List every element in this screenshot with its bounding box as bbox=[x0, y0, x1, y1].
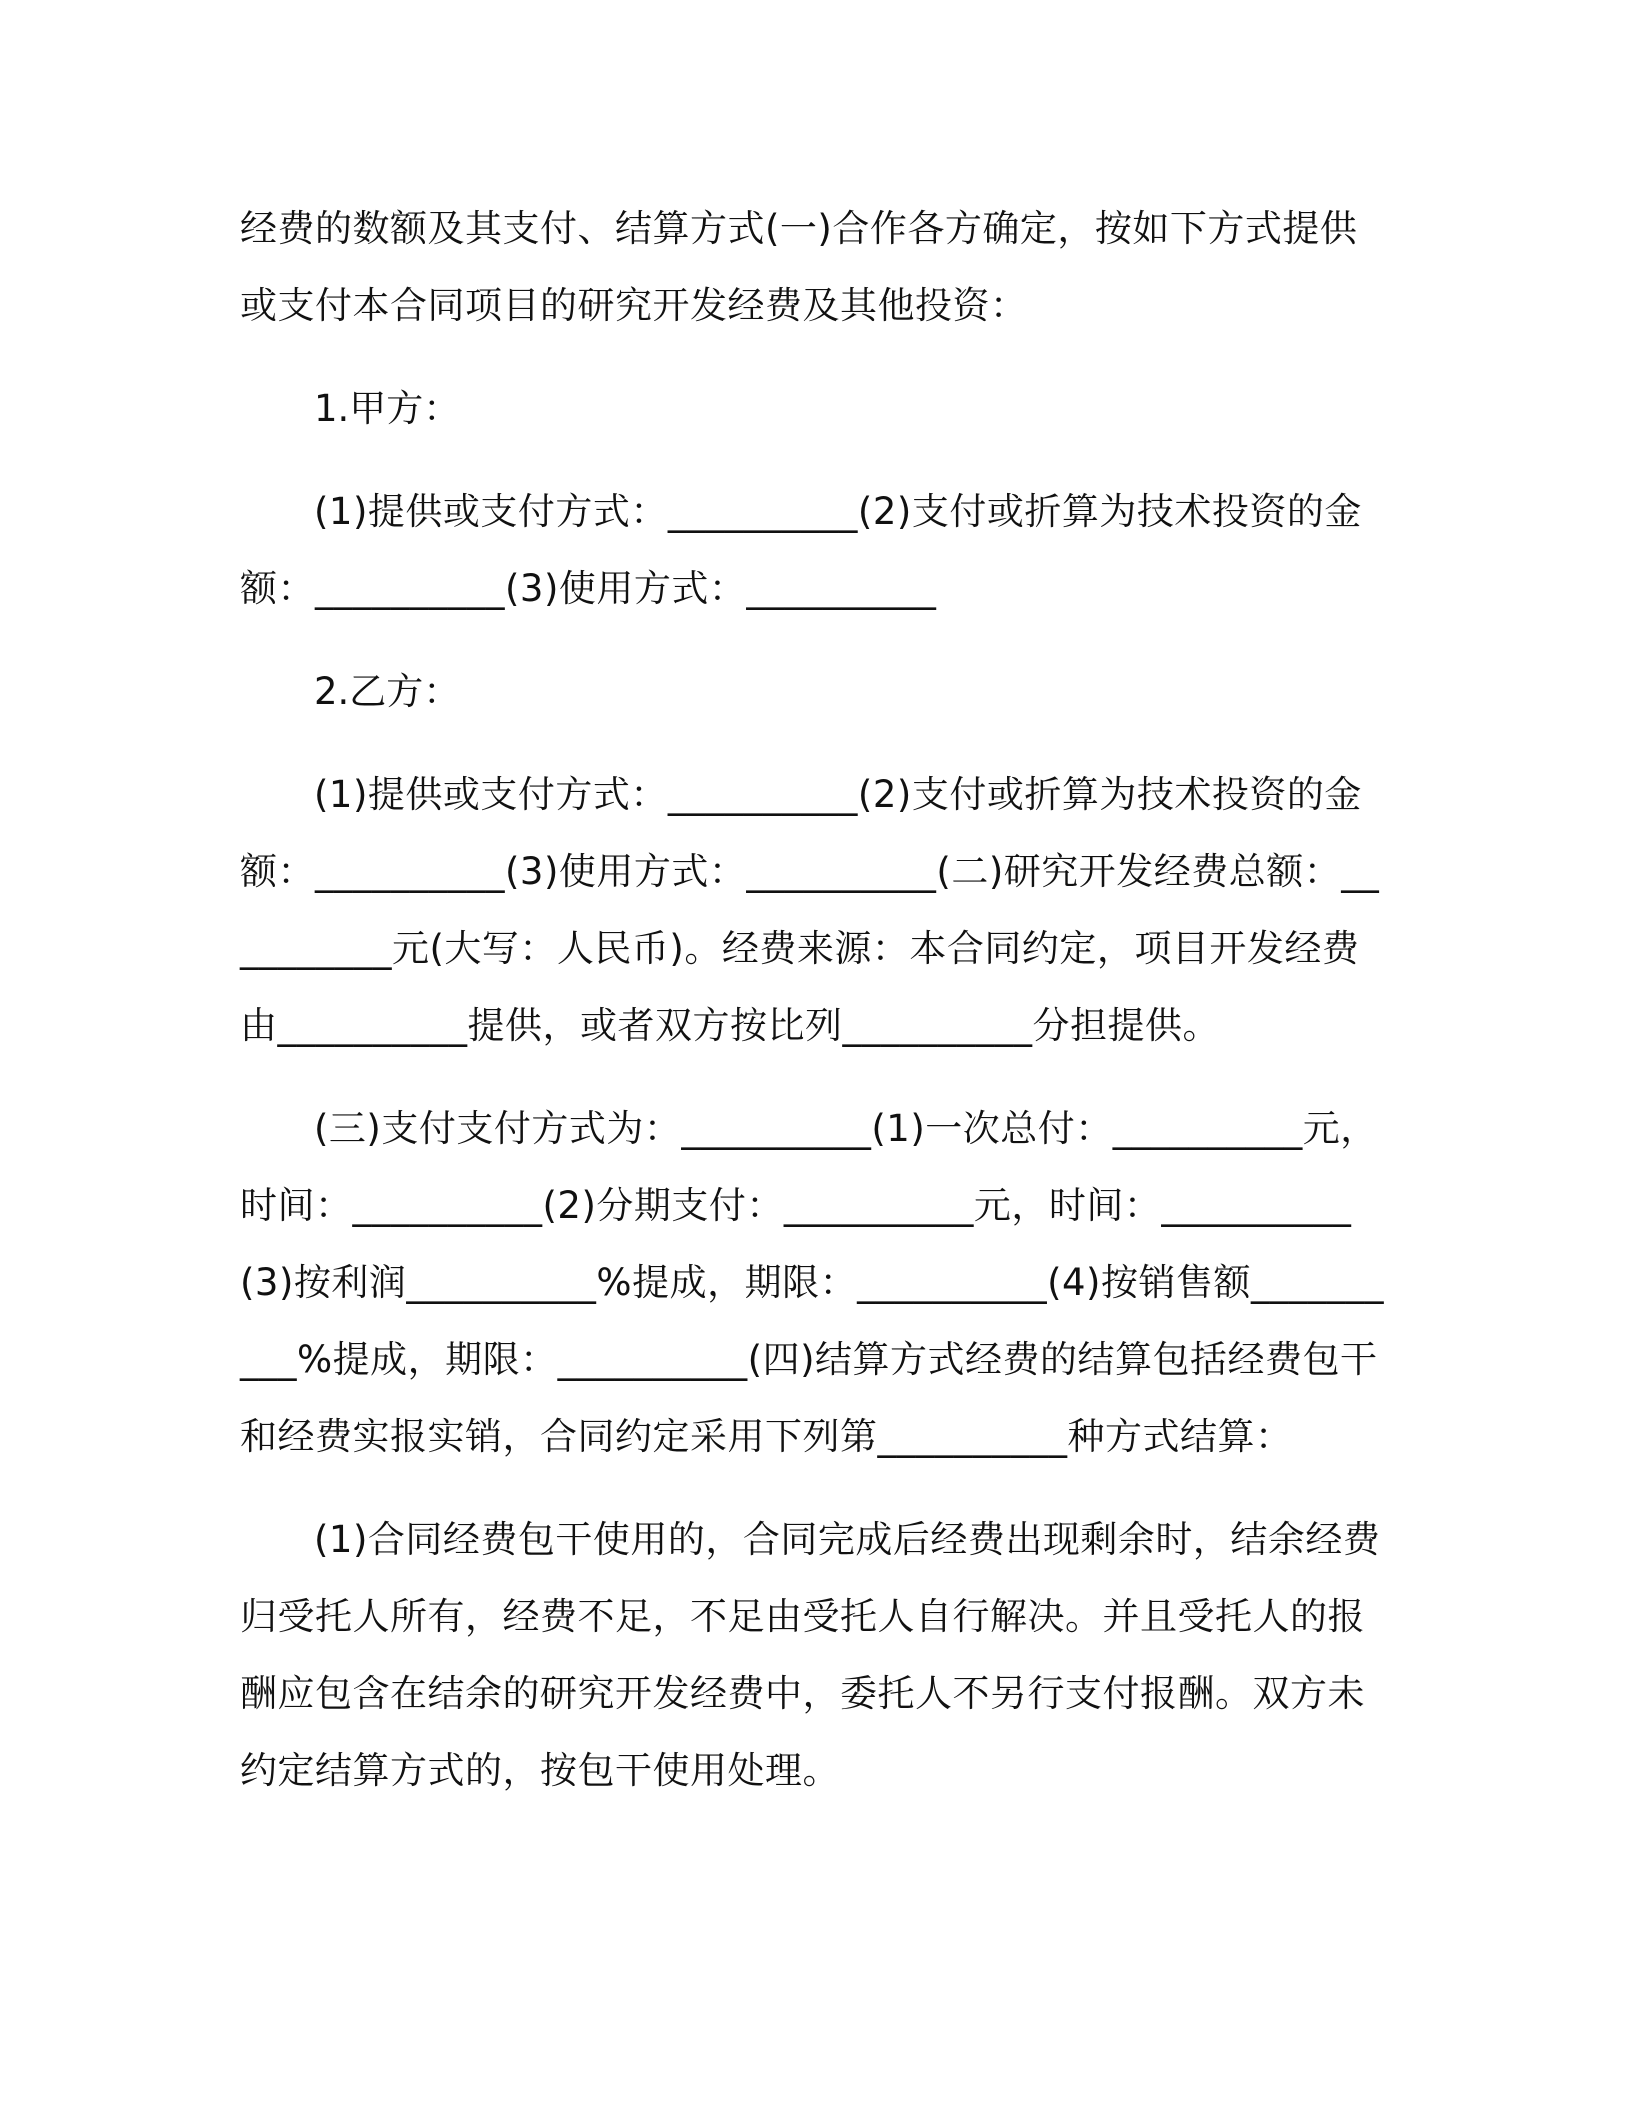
heading-party-b: 2.乙方： bbox=[314, 670, 461, 713]
paragraph-settlement-lump-sum: (1)合同经费包干使用的，合同完成后经费出现剩余时，结余经费归受托人所有，经费不足，不足由受托人自行解决。并且受托人的报酬应包含在结余的研究开发经费中，委托人不另行支付报酬。双方未约定结算方式的，按包干使用处理。 bbox=[240, 1518, 1381, 1792]
paragraph-funding-intro: 经费的数额及其支付、结算方式(一)合作各方确定，按如下方式提供或支付本合同项目的研究开发经费及其他投资： bbox=[240, 207, 1358, 327]
heading-party-a: 1.甲方： bbox=[314, 387, 461, 430]
paragraph-payment-methods: (三)支付支付方式为：__________(1)一次总付：__________元，时间：__________(2)分期支付：__________元，时间：__________(3)按利润__________%提成，期限：__________(4)按销售额__________%提成，期限：__________(四)结算方式经费的结算包括经费包干和经费实报实销，合同约定采用下列第__________种方式结算： bbox=[240, 1107, 1384, 1458]
document-page bbox=[240, 190, 1390, 1835]
paragraph-party-b-terms: (1)提供或支付方式：__________(2)支付或折算为技术投资的金额：__________(3)使用方式：__________(二)研究开发经费总额：__________元(大写：人民币)。经费来源：本合同约定，项目开发经费由__________提供，或者双方按比列__________分担提供。 bbox=[240, 773, 1380, 1047]
paragraph-party-a-terms: (1)提供或支付方式：__________(2)支付或折算为技术投资的金额：__________(3)使用方式：__________ bbox=[240, 490, 1362, 610]
